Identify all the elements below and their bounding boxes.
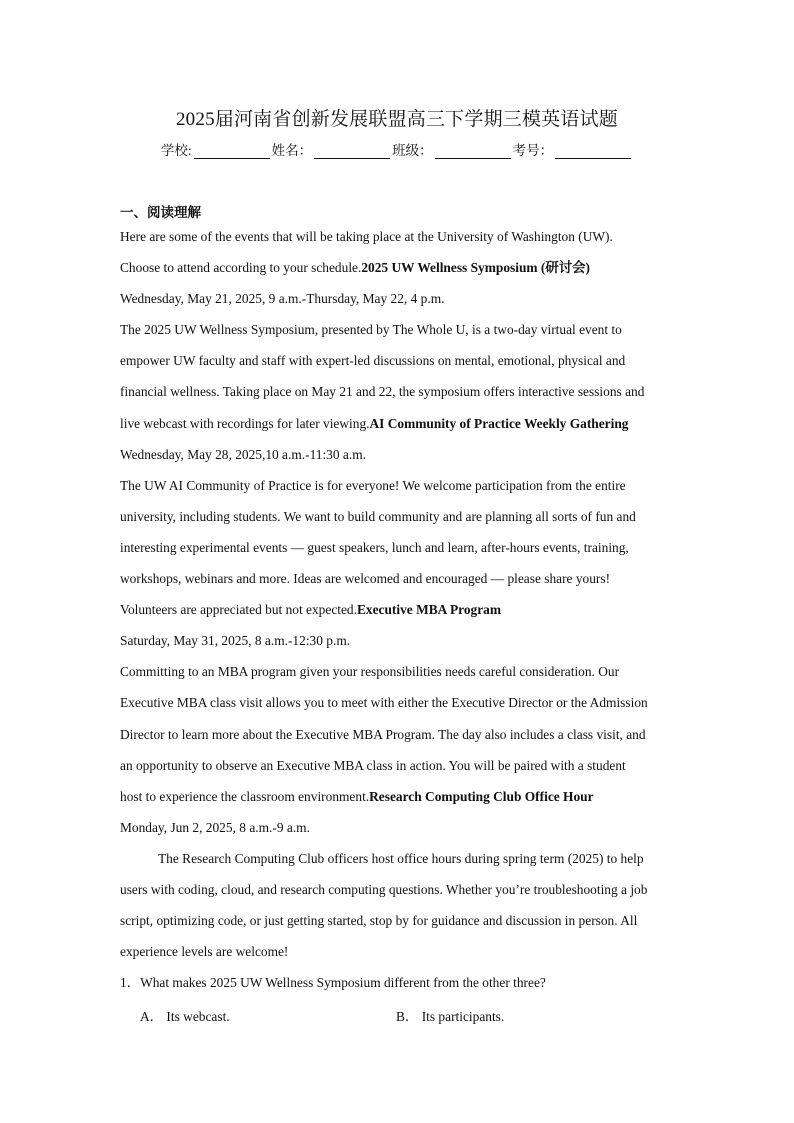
line-text: Executive MBA class visit allows you to meet with either the Executive Director or the Admission — [120, 695, 648, 711]
line-text: Monday, Jun 2, 2025, 8 a.m.-9 a.m. — [120, 819, 310, 835]
passage-line — [120, 909, 680, 940]
option-b[interactable] — [396, 1006, 504, 1025]
passage-line — [120, 723, 680, 754]
line-text: interesting experimental events — guest speakers, lunch and learn, after-hours events, training, — [120, 539, 629, 555]
reading-passage — [120, 225, 680, 1002]
passage-line — [120, 785, 680, 816]
event-title: AI Community of Practice Weekly Gathering — [369, 415, 629, 431]
name-blank[interactable] — [314, 145, 390, 159]
line-text: workshops, webinars and more. Ideas are welcomed and encouraged — please share yours! — [120, 571, 611, 587]
page-title: 2025届河南省创新发展联盟高三下学期三模英语试题 — [175, 109, 618, 130]
line-text: The Research Computing Club officers host office hours during spring term (2025) to help — [158, 850, 644, 866]
line-text: Choose to attend according to your schedule. — [120, 260, 362, 276]
passage-line — [120, 256, 680, 287]
option-b-label: B． — [396, 1009, 419, 1024]
passage-line — [120, 318, 680, 349]
passage-line — [120, 940, 680, 971]
passage-line — [120, 816, 680, 847]
line-text: 1．What makes 2025 UW Wellness Symposium different from the other three? — [120, 975, 546, 991]
line-text: host to experience the classroom environment. — [120, 788, 370, 804]
passage-line — [120, 847, 680, 878]
passage-line — [120, 567, 680, 598]
line-text: university, including students. We want to build community and are planning all sorts of fun and — [120, 508, 636, 524]
event-title: Research Computing Club Office Hour — [369, 788, 594, 804]
line-text: Wednesday, May 28, 2025,10 a.m.-11:30 a.m. — [120, 446, 366, 462]
class-label: 班级： — [392, 143, 433, 158]
option-b-text: Its participants. — [421, 1009, 505, 1024]
event-title: 2025 UW Wellness Symposium (研讨会) — [361, 260, 591, 276]
line-text: The 2025 UW Wellness Symposium, presented by The Whole U, is a two-day virtual event to — [120, 322, 622, 338]
line-text: The UW AI Community of Practice is for everyone! We welcome participation from the entire — [120, 477, 626, 493]
line-text: Volunteers are appreciated but not expected. — [120, 602, 357, 618]
line-text: an opportunity to observe an Executive MBA class in action. You will be paired with a student — [120, 757, 626, 773]
passage-line — [120, 380, 680, 411]
passage-line — [120, 505, 680, 536]
line-text: Director to learn more about the Executive MBA Program. The day also includes a class visit, and — [120, 726, 646, 742]
student-info-line — [0, 139, 794, 159]
passage-line — [120, 660, 680, 691]
school-blank[interactable] — [194, 145, 270, 159]
passage-line — [120, 536, 680, 567]
name-label: 姓名： — [271, 143, 313, 158]
line-text: users with coding, cloud, and research computing questions. Whether you’re troubleshooting a job — [120, 881, 648, 897]
line-text: empower UW faculty and staff with expert-led discussions on mental, emotional, physical and — [120, 353, 626, 369]
line-text: financial wellness. Taking place on May 21 and 22, the symposium offers interactive sessions and — [120, 384, 645, 400]
line-text: experience levels are welcome! — [120, 944, 289, 960]
option-a[interactable] — [140, 1006, 230, 1025]
school-label: 学校: — [160, 143, 192, 158]
line-text: Committing to an MBA program given your responsibilities needs careful consideration. Our — [120, 664, 620, 680]
passage-line — [120, 287, 680, 318]
line-text: script, optimizing code, or just getting started, stop by for guidance and discussion in person. All — [120, 913, 638, 929]
passage-line — [120, 412, 680, 443]
line-text: Saturday, May 31, 2025, 8 a.m.-12:30 p.m. — [120, 633, 351, 649]
class-blank[interactable] — [435, 145, 511, 159]
passage-line — [120, 225, 680, 256]
passage-line — [120, 754, 680, 785]
section-heading: 一、阅读理解 — [120, 205, 201, 220]
line-text: Here are some of the events that will be taking place at the University of Washington (UW). — [120, 229, 613, 244]
passage-line — [120, 443, 680, 474]
passage-line — [120, 474, 680, 505]
passage-line — [120, 971, 680, 1002]
event-title: Executive MBA Program — [356, 602, 502, 618]
line-text: Wednesday, May 21, 2025, 9 a.m.-Thursday, May 22, 4 p.m. — [120, 291, 445, 307]
option-a-label: A． — [140, 1009, 164, 1024]
exam-number-label: 考号： — [512, 143, 554, 158]
passage-line — [120, 878, 680, 909]
option-a-text: Its webcast. — [166, 1009, 230, 1024]
exam-number-blank[interactable] — [555, 145, 631, 159]
passage-line — [120, 349, 680, 380]
line-text: live webcast with recordings for later viewing. — [120, 415, 370, 431]
passage-line — [120, 598, 680, 629]
passage-line — [120, 629, 680, 660]
passage-line — [120, 691, 680, 722]
